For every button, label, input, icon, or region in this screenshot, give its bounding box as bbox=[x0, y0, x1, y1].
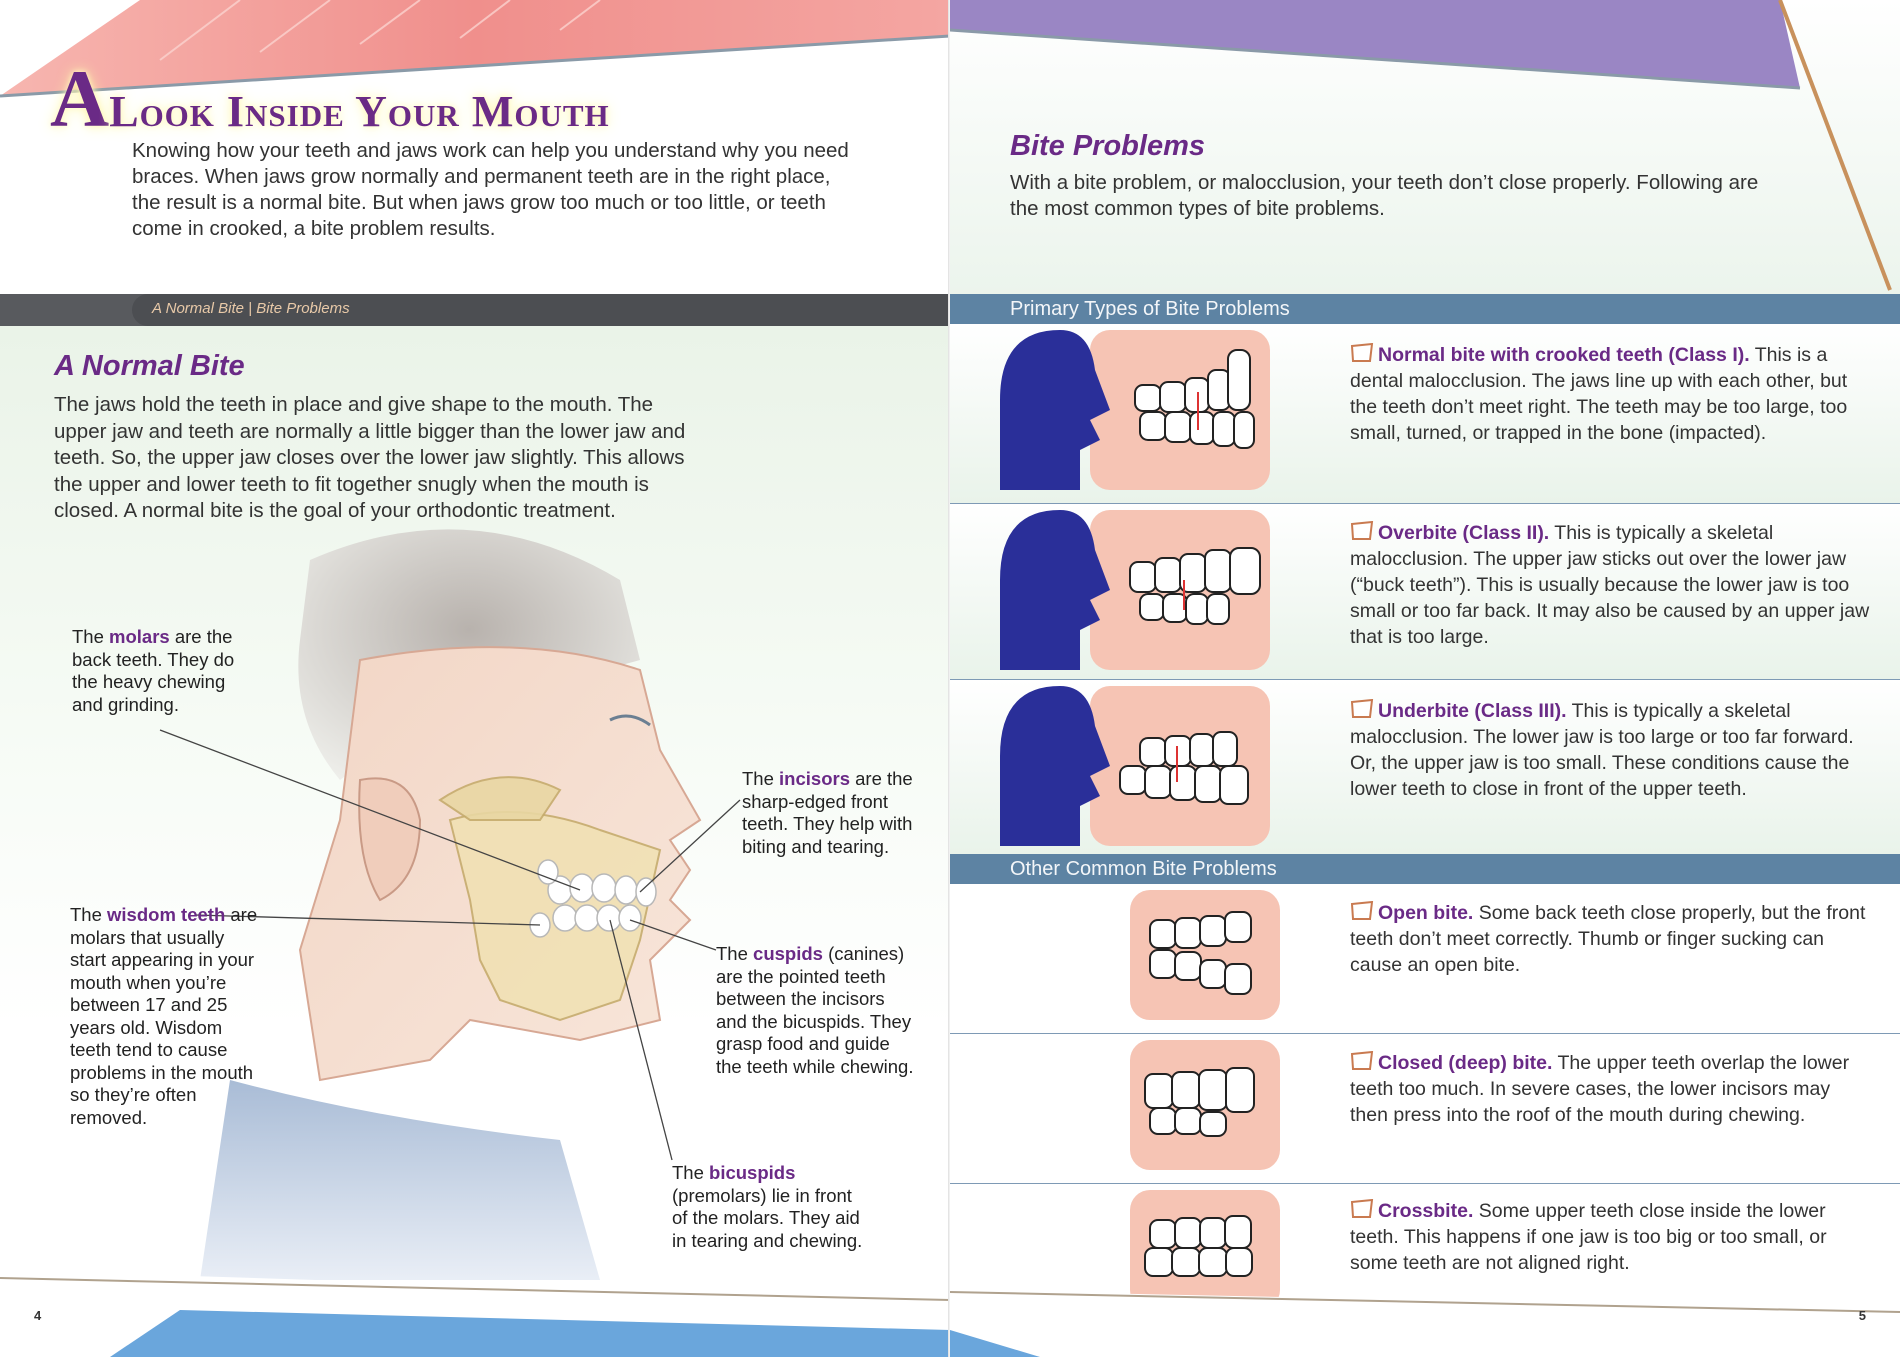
top-right-decoration bbox=[950, 0, 1900, 330]
bite-problems-heading: Bite Problems bbox=[1010, 130, 1205, 162]
open-bite-description: Open bite. Some back teeth close properly, but the front teeth don’t meet correctly. Thumb or finger sucking can cause an open bite. bbox=[1350, 902, 1866, 976]
bite-row-class-ii bbox=[950, 504, 1900, 680]
checkbox-icon bbox=[1350, 1199, 1374, 1219]
term-cuspids: cuspids bbox=[753, 943, 823, 964]
section-bar bbox=[0, 294, 950, 326]
intro-paragraph: Knowing how your teeth and jaws work can help you understand why you need braces. When jaws grow normally and permanent teeth are in the right place, the result is a normal bite. But when jaws grow too much or too little, or teeth come in crooked, a bite problem results. bbox=[132, 139, 849, 240]
bite-row-class-i bbox=[950, 324, 1900, 504]
class-ii-description: Overbite (Class II). This is typically a skeletal malocclusion. The upper jaw sticks out over the lower jaw (“buck teeth”). This is usually because the lower jaw is too small or too far back. It may also be caused by an upper jaw that is too large. bbox=[1350, 522, 1870, 648]
bottom-right-decoration bbox=[950, 1290, 1900, 1357]
right-page bbox=[950, 0, 1900, 1357]
term-incisors: incisors bbox=[779, 768, 850, 789]
title-initial: A bbox=[50, 53, 110, 144]
closed-bite-description: Closed (deep) bite. The upper teeth overlap the lower teeth too much. In severe cases, the lower incisors may then press into the roof of the mouth during chewing. bbox=[1350, 1052, 1850, 1126]
term-wisdom-teeth: wisdom teeth bbox=[107, 904, 226, 925]
callout-bicuspids: The bicuspids (premolars) lie in front of the molars. They aid in tearing and chewing. bbox=[672, 1162, 863, 1251]
normal-bite-text: The jaws hold the teeth in place and give shape to the mouth. The upper jaw and teeth are normally a little bigger than the lower jaw and teeth. So, the upper jaw closes over the lower jaw slightly. This allows the upper and lower teeth to fit together snugly when the mouth is closed. A normal bite is the goal of your orthodontic treatment. bbox=[54, 393, 686, 522]
bottom-left-decoration bbox=[0, 1270, 950, 1357]
title-rest: Look Inside Your Mouth bbox=[109, 87, 610, 136]
callout-molars: The molars are the back teeth. They do the heavy chewing and grinding. bbox=[72, 626, 235, 715]
open-bite-graphic bbox=[1000, 890, 1300, 1050]
primary-types-band bbox=[950, 294, 1900, 324]
bite-row-open-bite bbox=[950, 884, 1900, 1034]
class-i-description: Normal bite with crooked teeth (Class I). This is a dental malocclusion. The jaws line up with each other, but the teeth don’t meet right. The teeth may be too large, too small, turned, or trapped in the bone (impacted). bbox=[1350, 344, 1848, 444]
other-problems-label: Other Common Bite Problems bbox=[1010, 858, 1277, 880]
section-tab-label: A Normal Bite | Bite Problems bbox=[152, 300, 350, 317]
bite-row-closed-bite bbox=[950, 1034, 1900, 1184]
class-i-bite-graphic bbox=[1000, 330, 1300, 490]
term-molars: molars bbox=[109, 626, 170, 647]
page-number-left: 4 bbox=[34, 1308, 42, 1323]
class-iii-bite-graphic bbox=[1000, 686, 1300, 846]
class-iii-description: Underbite (Class III). This is typically a skeletal malocclusion. The lower jaw is too large or too far forward. Or, the upper jaw is too small. These conditions cause the lower teeth to close in front of the upper teeth. bbox=[1350, 700, 1854, 800]
class-ii-bite-graphic bbox=[1000, 510, 1300, 670]
checkbox-icon bbox=[1350, 521, 1374, 541]
checkbox-icon bbox=[1350, 901, 1374, 921]
normal-bite-heading: A Normal Bite bbox=[54, 350, 245, 382]
callout-incisors: The incisors are the sharp-edged front teeth. They help with biting and tearing. bbox=[742, 768, 913, 857]
crossbite-description: Crossbite. Some upper teeth close inside the lower teeth. This happens if one jaw is too big or too small, or some teeth are not aligned right. bbox=[1350, 1200, 1827, 1274]
primary-types-label: Primary Types of Bite Problems bbox=[1010, 298, 1290, 320]
shirt-shape bbox=[200, 1080, 600, 1280]
page-number-right: 5 bbox=[1858, 1308, 1866, 1323]
term-bicuspids: bicuspids bbox=[709, 1162, 796, 1183]
bite-row-class-iii bbox=[950, 680, 1900, 854]
checkbox-icon bbox=[1350, 699, 1374, 719]
page-title bbox=[50, 53, 610, 144]
callout-cuspids: The cuspids (canines) are the pointed teeth between the incisors and the bicuspids. They grasp food and guide the teeth while chewing. bbox=[716, 943, 914, 1077]
callout-wisdom-teeth: The wisdom teeth are molars that usually start appearing in your mouth when you’re between 17 and 25 years old. Wisdom teeth tend to cause problems in the mouth so they’re often removed. bbox=[70, 904, 258, 1128]
closed-bite-graphic bbox=[1000, 1040, 1300, 1200]
checkbox-icon bbox=[1350, 1051, 1374, 1071]
other-problems-band bbox=[950, 854, 1900, 884]
bite-problems-intro: With a bite problem, or malocclusion, your teeth don’t close properly. Following are the most common types of bite problems. bbox=[1010, 171, 1759, 220]
checkbox-icon bbox=[1350, 343, 1374, 363]
